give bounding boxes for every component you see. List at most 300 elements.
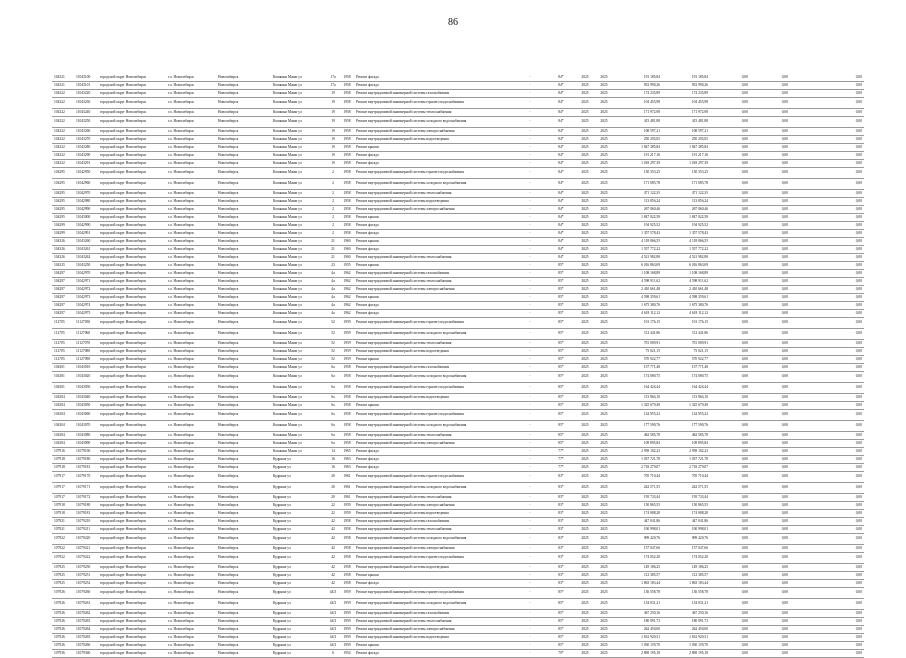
- cell-municipality: г.о. Новосибирск: [166, 262, 216, 270]
- cell-cost-local: 0,00: [790, 502, 864, 510]
- cell-unit: -: [514, 383, 546, 394]
- cell-cost-regional: 0,00: [750, 580, 790, 588]
- table-row: [52, 356, 864, 364]
- cell-municipality: г.о. Новосибирск: [166, 464, 216, 472]
- cell-cost-regional: 0,00: [750, 402, 790, 410]
- cell-municipality: г.о. Новосибирск: [166, 270, 216, 278]
- cell-total-cost: 180 991,73: [614, 618, 662, 626]
- cell-municipality: г.о. Новосибирск: [166, 238, 216, 246]
- cell-record-id: 104322: [52, 128, 74, 136]
- cell-unit: -: [514, 340, 546, 348]
- cell-work-type: Ремонт внутридомовой инженерной системы горячего водоснабжения: [354, 553, 514, 564]
- table-row: [52, 98, 864, 109]
- register-rows: [52, 74, 864, 658]
- cell-build-year: 1961: [340, 483, 354, 494]
- cell-total-cost: 174 052,20: [614, 553, 662, 564]
- cell-end-year: 2025: [594, 294, 614, 302]
- cell-cost-local: 0,00: [790, 421, 864, 432]
- cell-house-number: 21: [326, 246, 340, 254]
- cell-house-number: 22: [326, 510, 340, 518]
- cell-municipal-district: городской округ Новосибирск: [98, 494, 166, 502]
- cell-work-type: Ремонт внутридомовой инженерной системы горячего водоснабжения: [354, 98, 514, 109]
- cell-cost-fund: 4 521 982,88: [662, 254, 710, 262]
- cell-locality: Новосибирск: [216, 190, 271, 198]
- cell-object-code: 11127070: [74, 340, 98, 348]
- cell-municipality: г.о. Новосибирск: [166, 144, 216, 152]
- cell-build-year: 1958: [340, 152, 354, 160]
- cell-end-year: 2025: [594, 464, 614, 472]
- cell-street: Кошкина Маши ул: [271, 160, 326, 168]
- cell-municipal-district: городской округ Новосибирск: [98, 526, 166, 534]
- cell-municipal-district: городской округ Новосибирск: [98, 144, 166, 152]
- cell-house-number: 52: [326, 340, 340, 348]
- cell-end-year: 2025: [594, 168, 614, 179]
- cell-work-type: Ремонт внутридомовой инженерной системы холодного водоснабжения: [354, 483, 514, 494]
- cell-end-year: 2025: [594, 440, 614, 448]
- cell-municipality: г.о. Новосибирск: [166, 74, 216, 82]
- cell-object-code: 11043090: [74, 440, 98, 448]
- cell-start-year: 2025: [576, 545, 594, 553]
- cell-locality: Новосибирск: [216, 302, 271, 310]
- cell-start-year: 2025: [576, 310, 594, 318]
- cell-cost-local: 0,00: [790, 136, 864, 144]
- cell-record-id: 107925: [52, 572, 74, 580]
- table-row: [52, 222, 864, 230]
- cell-object-code: 11079181: [74, 464, 98, 472]
- cell-record-id: 104322: [52, 160, 74, 168]
- cell-wear-percent: 83*: [546, 472, 576, 483]
- cell-total-cost: 570 922,77: [614, 356, 662, 364]
- cell-object-code: 11079180: [74, 502, 98, 510]
- cell-start-year: 2025: [576, 518, 594, 526]
- cell-work-type: Ремонт внутридомовой инженерной системы водоотведения: [354, 348, 514, 356]
- cell-cost-fund: 174 080,75: [662, 372, 710, 383]
- cell-unit: -: [514, 318, 546, 329]
- cell-build-year: 1958: [340, 410, 354, 421]
- cell-end-year: 2025: [594, 618, 614, 626]
- cell-street: Кудряша ул: [271, 510, 326, 518]
- cell-cost-federal: 0,00: [710, 356, 750, 364]
- cell-cost-regional: 0,00: [750, 348, 790, 356]
- cell-cost-federal: 0,00: [710, 394, 750, 402]
- cell-cost-fund: 157 771,48: [662, 364, 710, 372]
- cell-end-year: 2025: [594, 610, 614, 618]
- cell-end-year: 2025: [594, 74, 614, 82]
- cell-work-type: Ремонт фасада: [354, 152, 514, 160]
- cell-municipal-district: городской округ Новосибирск: [98, 74, 166, 82]
- cell-municipality: г.о. Новосибирск: [166, 545, 216, 553]
- cell-house-number: 19: [326, 136, 340, 144]
- cell-cost-fund: 150 865,55: [662, 502, 710, 510]
- cell-cost-regional: 0,00: [750, 198, 790, 206]
- cell-house-number: 4а: [326, 302, 340, 310]
- cell-house-number: 19: [326, 152, 340, 160]
- table-row: [52, 136, 864, 144]
- cell-cost-federal: 0,00: [710, 230, 750, 238]
- cell-locality: Новосибирск: [216, 136, 271, 144]
- table-row: [52, 634, 864, 642]
- cell-work-type: Ремонт внутридомовой инженерной системы водоотведения: [354, 634, 514, 642]
- cell-work-type: Ремонт фасада: [354, 448, 514, 456]
- cell-work-type: Ремонт крыши: [354, 402, 514, 410]
- cell-wear-percent: 84*: [546, 98, 576, 109]
- cell-unit: -: [514, 109, 546, 117]
- cell-cost-fund: 177 590,76: [662, 421, 710, 432]
- cell-build-year: 1962: [340, 302, 354, 310]
- cell-street: Кудряша ул: [271, 610, 326, 618]
- cell-total-cost: 134 955,22: [614, 410, 662, 421]
- cell-cost-local: 0,00: [790, 518, 864, 526]
- table-row: [52, 472, 864, 483]
- table-row: [52, 588, 864, 599]
- cell-municipal-district: городской округ Новосибирск: [98, 302, 166, 310]
- cell-cost-regional: 0,00: [750, 286, 790, 294]
- cell-locality: Новосибирск: [216, 545, 271, 553]
- cell-wear-percent: 84*: [546, 206, 576, 214]
- cell-end-year: 2025: [594, 580, 614, 588]
- table-row: [52, 456, 864, 464]
- cell-end-year: 2025: [594, 545, 614, 553]
- cell-street: Кудряша ул: [271, 626, 326, 634]
- cell-house-number: 6а: [326, 364, 340, 372]
- cell-wear-percent: 83*: [546, 483, 576, 494]
- cell-work-type: Ремонт внутридомовой инженерной системы газоснабжения: [354, 518, 514, 526]
- cell-house-number: 20: [326, 483, 340, 494]
- table-row: [52, 254, 864, 262]
- cell-cost-fund: 149 186,25: [662, 564, 710, 572]
- cell-cost-fund: 462 585,78: [662, 432, 710, 440]
- cell-cost-regional: 0,00: [750, 572, 790, 580]
- cell-end-year: 2025: [594, 286, 614, 294]
- cell-total-cost: 1 018 297,39: [614, 160, 662, 168]
- cell-record-id: 104321: [52, 74, 74, 82]
- cell-street: Кошкина Маши ул: [271, 74, 326, 82]
- cell-cost-local: 0,00: [790, 610, 864, 618]
- cell-municipality: г.о. Новосибирск: [166, 372, 216, 383]
- cell-locality: Новосибирск: [216, 610, 271, 618]
- cell-total-cost: 157 047,66: [614, 545, 662, 553]
- cell-total-cost: 104 455,98: [614, 98, 662, 109]
- cell-house-number: 20: [326, 472, 340, 483]
- cell-cost-federal: 0,00: [710, 642, 750, 650]
- cell-build-year: 1962: [340, 270, 354, 278]
- cell-wear-percent: 85*: [546, 394, 576, 402]
- cell-total-cost: 191 217,16: [614, 152, 662, 160]
- cell-object-code: 11079211: [74, 526, 98, 534]
- cell-cost-local: 0,00: [790, 572, 864, 580]
- cell-cost-local: 0,00: [790, 650, 864, 658]
- cell-start-year: 2025: [576, 410, 594, 421]
- cell-house-number: 16: [326, 464, 340, 472]
- cell-municipality: г.о. Новосибирск: [166, 190, 216, 198]
- cell-end-year: 2025: [594, 626, 614, 634]
- cell-unit: -: [514, 98, 546, 109]
- cell-locality: Новосибирск: [216, 494, 271, 502]
- cell-start-year: 2025: [576, 356, 594, 364]
- cell-build-year: 1959: [340, 348, 354, 356]
- cell-cost-local: 0,00: [790, 599, 864, 610]
- cell-cost-federal: 0,00: [710, 440, 750, 448]
- cell-record-id: 104322: [52, 98, 74, 109]
- cell-cost-federal: 0,00: [710, 117, 750, 128]
- cell-work-type: Ремонт внутридомовой инженерной системы электроснабжения: [354, 545, 514, 553]
- cell-cost-local: 0,00: [790, 109, 864, 117]
- cell-start-year: 2025: [576, 82, 594, 90]
- cell-unit: -: [514, 634, 546, 642]
- cell-unit: -: [514, 472, 546, 483]
- cell-locality: Новосибирск: [216, 364, 271, 372]
- cell-start-year: 2025: [576, 230, 594, 238]
- cell-end-year: 2025: [594, 356, 614, 364]
- cell-municipal-district: городской округ Новосибирск: [98, 372, 166, 383]
- cell-cost-fund: 909 420,76: [662, 534, 710, 545]
- cell-total-cost: 467 250,16: [614, 610, 662, 618]
- cell-work-type: Ремонт внутридомовой инженерной системы электроснабжения: [354, 626, 514, 634]
- cell-locality: Новосибирск: [216, 383, 271, 394]
- cell-total-cost: 174 080,75: [614, 372, 662, 383]
- cell-start-year: 2025: [576, 588, 594, 599]
- cell-wear-percent: 85*: [546, 372, 576, 383]
- cell-wear-percent: 83*: [546, 518, 576, 526]
- cell-start-year: 2025: [576, 117, 594, 128]
- cell-cost-federal: 0,00: [710, 464, 750, 472]
- cell-cost-federal: 0,00: [710, 286, 750, 294]
- cell-wear-percent: 84*: [546, 222, 576, 230]
- cell-cost-local: 0,00: [790, 545, 864, 553]
- cell-cost-local: 0,00: [790, 238, 864, 246]
- cell-end-year: 2025: [594, 262, 614, 270]
- cell-start-year: 2025: [576, 74, 594, 82]
- cell-build-year: 1958: [340, 440, 354, 448]
- cell-street: Кошкина Маши ул: [271, 222, 326, 230]
- cell-street: Кошкина Маши ул: [271, 262, 326, 270]
- cell-municipal-district: городской округ Новосибирск: [98, 206, 166, 214]
- cell-wear-percent: 84*: [546, 190, 576, 198]
- cell-municipality: г.о. Новосибирск: [166, 518, 216, 526]
- cell-municipality: г.о. Новосибирск: [166, 98, 216, 109]
- cell-wear-percent: 84*: [546, 136, 576, 144]
- cell-build-year: 1958: [340, 144, 354, 152]
- table-row: [52, 90, 864, 98]
- cell-municipality: г.о. Новосибирск: [166, 610, 216, 618]
- cell-municipal-district: городской округ Новосибирск: [98, 82, 166, 90]
- cell-cost-federal: 0,00: [710, 626, 750, 634]
- cell-record-id: 107921: [52, 518, 74, 526]
- cell-unit: -: [514, 222, 546, 230]
- cell-wear-percent: 85*: [546, 302, 576, 310]
- cell-municipality: г.о. Новосибирск: [166, 534, 216, 545]
- cell-locality: Новосибирск: [216, 372, 271, 383]
- cell-build-year: 1958: [340, 553, 354, 564]
- cell-total-cost: 174 235,89: [614, 90, 662, 98]
- cell-municipality: г.о. Новосибирск: [166, 599, 216, 610]
- cell-cost-fund: 701 009,91: [662, 340, 710, 348]
- cell-municipal-district: городской округ Новосибирск: [98, 222, 166, 230]
- cell-cost-regional: 0,00: [750, 626, 790, 634]
- cell-wear-percent: 84*: [546, 109, 576, 117]
- cell-unit: -: [514, 262, 546, 270]
- cell-house-number: 6а: [326, 410, 340, 421]
- cell-wear-percent: 84*: [546, 238, 576, 246]
- cell-municipality: г.о. Новосибирск: [166, 310, 216, 318]
- table-row: [52, 278, 864, 286]
- table-row: [52, 206, 864, 214]
- cell-total-cost: 157 771,48: [614, 364, 662, 372]
- cell-work-type: Ремонт внутридомовой инженерной системы теплоснабжения: [354, 432, 514, 440]
- cell-cost-regional: 0,00: [750, 294, 790, 302]
- cell-municipal-district: городской округ Новосибирск: [98, 534, 166, 545]
- cell-street: Кошкина Маши ул: [271, 190, 326, 198]
- cell-cost-local: 0,00: [790, 190, 864, 198]
- cell-wear-percent: 83*: [546, 502, 576, 510]
- cell-record-id: 104295: [52, 179, 74, 190]
- cell-cost-fund: 191 185,84: [662, 74, 710, 82]
- cell-object-code: 11043291: [74, 160, 98, 168]
- cell-street: Кошкина Маши ул: [271, 179, 326, 190]
- cell-cost-federal: 0,00: [710, 432, 750, 440]
- cell-house-number: 6а: [326, 394, 340, 402]
- cell-locality: Новосибирск: [216, 432, 271, 440]
- cell-cost-local: 0,00: [790, 448, 864, 456]
- cell-object-code: 11079251: [74, 572, 98, 580]
- cell-cost-regional: 0,00: [750, 553, 790, 564]
- cell-total-cost: 4 598 911,62: [614, 278, 662, 286]
- cell-unit: -: [514, 372, 546, 383]
- cell-wear-percent: 84*: [546, 152, 576, 160]
- cell-object-code: 11042971: [74, 278, 98, 286]
- cell-object-code: 11043262: [74, 254, 98, 262]
- cell-end-year: 2025: [594, 278, 614, 286]
- cell-locality: Новосибирск: [216, 440, 271, 448]
- cell-unit: -: [514, 356, 546, 364]
- cell-street: Кошкина Маши ул: [271, 230, 326, 238]
- cell-object-code: 11043280: [74, 144, 98, 152]
- cell-unit: -: [514, 230, 546, 238]
- cell-street: Кудряша ул: [271, 502, 326, 510]
- cell-street: Кудряша ул: [271, 494, 326, 502]
- cell-municipal-district: городской округ Новосибирск: [98, 356, 166, 364]
- cell-municipal-district: городской округ Новосибирск: [98, 214, 166, 222]
- cell-unit: -: [514, 206, 546, 214]
- cell-total-cost: 2 718 279,07: [614, 464, 662, 472]
- cell-total-cost: 250 205,05: [614, 136, 662, 144]
- cell-unit: -: [514, 545, 546, 553]
- cell-locality: Новосибирск: [216, 90, 271, 98]
- cell-object-code: 11127050: [74, 318, 98, 329]
- cell-cost-federal: 0,00: [710, 160, 750, 168]
- cell-cost-regional: 0,00: [750, 483, 790, 494]
- cell-cost-local: 0,00: [790, 206, 864, 214]
- cell-record-id: 107926: [52, 634, 74, 642]
- cell-house-number: 2: [326, 198, 340, 206]
- cell-wear-percent: 85*: [546, 588, 576, 599]
- cell-house-number: 52: [326, 318, 340, 329]
- cell-locality: Новосибирск: [216, 329, 271, 340]
- cell-start-year: 2025: [576, 364, 594, 372]
- cell-cost-local: 0,00: [790, 372, 864, 383]
- cell-work-type: Ремонт внутридомовой инженерной системы электроснабжения: [354, 440, 514, 448]
- cell-house-number: 42: [326, 545, 340, 553]
- cell-cost-federal: 0,00: [710, 564, 750, 572]
- cell-start-year: 2025: [576, 152, 594, 160]
- cell-end-year: 2025: [594, 588, 614, 599]
- cell-start-year: 2025: [576, 610, 594, 618]
- table-row: [52, 580, 864, 588]
- cell-record-id: 107922: [52, 534, 74, 545]
- cell-locality: Новосибирск: [216, 356, 271, 364]
- cell-cost-regional: 0,00: [750, 222, 790, 230]
- cell-municipality: г.о. Новосибирск: [166, 348, 216, 356]
- cell-start-year: 2025: [576, 472, 594, 483]
- cell-record-id: 107926: [52, 588, 74, 599]
- cell-object-code: 11043080: [74, 432, 98, 440]
- cell-municipal-district: городской округ Новосибирск: [98, 340, 166, 348]
- cell-municipal-district: городской округ Новосибирск: [98, 642, 166, 650]
- cell-work-type: Ремонт внутридомовой инженерной системы горячего водоснабжения: [354, 472, 514, 483]
- cell-municipal-district: городской округ Новосибирск: [98, 383, 166, 394]
- cell-record-id: 107918: [52, 456, 74, 464]
- cell-object-code: 11079261: [74, 599, 98, 610]
- cell-start-year: 2025: [576, 483, 594, 494]
- cell-start-year: 2025: [576, 650, 594, 658]
- cell-end-year: 2025: [594, 270, 614, 278]
- cell-total-cost: 2 958 102,23: [614, 448, 662, 456]
- cell-start-year: 2025: [576, 238, 594, 246]
- cell-total-cost: 1 030 159,70: [614, 642, 662, 650]
- cell-wear-percent: 85*: [546, 262, 576, 270]
- cell-cost-fund: 154 031,21: [662, 599, 710, 610]
- cell-object-code: 11043250: [74, 262, 98, 270]
- cell-municipality: г.о. Новосибирск: [166, 109, 216, 117]
- cell-wear-percent: 85*: [546, 402, 576, 410]
- cell-cost-regional: 0,00: [750, 278, 790, 286]
- cell-unit: -: [514, 152, 546, 160]
- cell-locality: Новосибирск: [216, 152, 271, 160]
- cell-end-year: 2025: [594, 448, 614, 456]
- cell-total-cost: 164 424,44: [614, 383, 662, 394]
- cell-build-year: 1960: [340, 238, 354, 246]
- cell-cost-fund: 2 869 195,18: [662, 650, 710, 658]
- cell-cost-regional: 0,00: [750, 246, 790, 254]
- cell-unit: -: [514, 642, 546, 650]
- cell-municipality: г.о. Новосибирск: [166, 152, 216, 160]
- cell-object-code: 11079222: [74, 553, 98, 564]
- cell-street: Кошкина Маши ул: [271, 356, 326, 364]
- cell-build-year: 1959: [340, 618, 354, 626]
- cell-start-year: 2025: [576, 136, 594, 144]
- cell-wear-percent: 84*: [546, 214, 576, 222]
- cell-cost-fund: 415 481,88: [662, 117, 710, 128]
- table-row: [52, 494, 864, 502]
- cell-start-year: 2025: [576, 179, 594, 190]
- cell-work-type: Ремонт внутридомовой инженерной системы водоотведения: [354, 564, 514, 572]
- cell-end-year: 2025: [594, 190, 614, 198]
- cell-cost-federal: 0,00: [710, 483, 750, 494]
- cell-object-code: 11079252: [74, 580, 98, 588]
- cell-street: Кошкина Маши ул: [271, 448, 326, 456]
- cell-cost-regional: 0,00: [750, 152, 790, 160]
- cell-locality: Новосибирск: [216, 526, 271, 534]
- cell-record-id: 107917: [52, 494, 74, 502]
- cell-end-year: 2025: [594, 564, 614, 572]
- cell-end-year: 2025: [594, 109, 614, 117]
- cell-street: Кошкина Маши ул: [271, 206, 326, 214]
- cell-cost-regional: 0,00: [750, 270, 790, 278]
- cell-total-cost: 2 869 195,18: [614, 650, 662, 658]
- cell-start-year: 2025: [576, 572, 594, 580]
- cell-build-year: 1958: [340, 383, 354, 394]
- cell-unit: -: [514, 82, 546, 90]
